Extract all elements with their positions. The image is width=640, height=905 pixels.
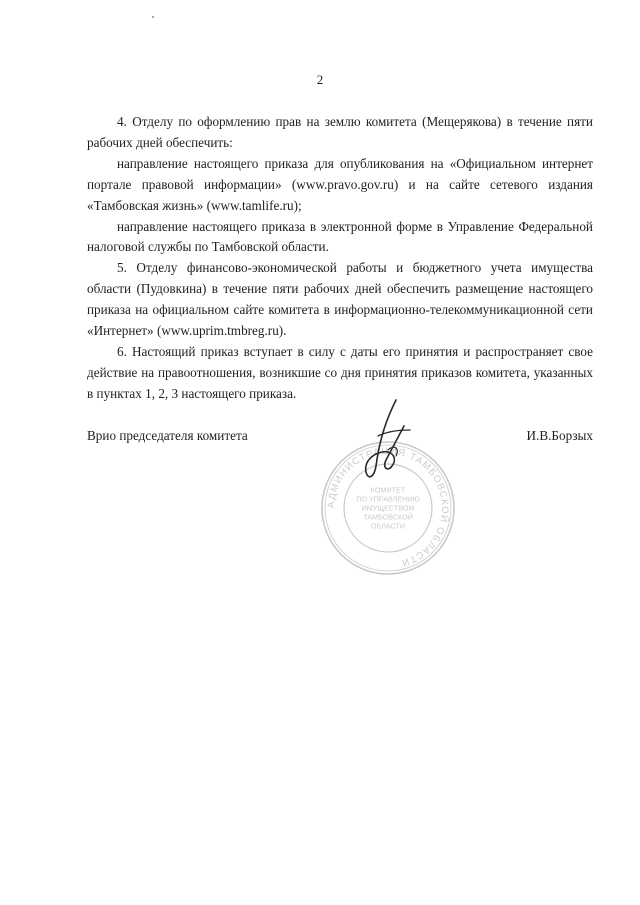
scan-speck xyxy=(152,16,154,18)
paragraph-4-item-tax-service: направление настоящего приказа в электронной форме в Управление Федеральной налоговой службы по Тамбовской области. xyxy=(87,218,593,255)
document-body xyxy=(87,112,593,405)
svg-text:ПО УПРАВЛЕНИЮ: ПО УПРАВЛЕНИЮ xyxy=(356,494,420,504)
svg-text:ИМУЩЕСТВОМ: ИМУЩЕСТВОМ xyxy=(361,503,415,513)
page-number: 2 xyxy=(316,72,324,87)
paragraph-5: 5. Отделу финансово-экономической работы и бюджетного учета имущества области (Пудовкина) в течение пяти рабочих дней обеспечить размещение настоящего приказа на официальном сайте комитета в информационно-телекоммуникационной сети «Интернет» (www.uprim.tmbreg.ru). xyxy=(87,260,593,339)
signer-name: И.В.Борзых xyxy=(526,428,593,443)
svg-text:ОБЛАСТИ: ОБЛАСТИ xyxy=(370,521,406,531)
handwritten-signature xyxy=(358,396,418,486)
paragraph-6: 6. Настоящий приказ вступает в силу с даты его принятия и распространяет свое действие на правоотношения, возникшие со дня принятия приказов комитета, указанных в пунктах 1, 2, 3 настоящего приказа. xyxy=(87,343,593,401)
paragraph-4-item-publication: направление настоящего приказа для опубликования на «Официальном интернет портале правовой информации» (www.pravo.gov.ru) и на сайте сетевого издания «Тамбовская жизнь» (www.tamlife.ru); xyxy=(87,155,593,213)
svg-text:АДМИНИСТРАЦИЯ ТАМБОВСКОЙ ОБЛАС: АДМИНИСТРАЦИЯ ТАМБОВСКОЙ ОБЛАСТИ xyxy=(325,445,451,569)
svg-text:КОМИТЕТ: КОМИТЕТ xyxy=(370,485,406,495)
signer-title: Врио председателя комитета xyxy=(87,428,248,443)
paragraph-4: 4. Отделу по оформлению прав на землю комитета (Мещерякова) в течение пяти рабочих дней обеспечить: xyxy=(87,114,593,150)
svg-text:ТАМБОВСКОЙ: ТАМБОВСКОЙ xyxy=(363,512,413,522)
